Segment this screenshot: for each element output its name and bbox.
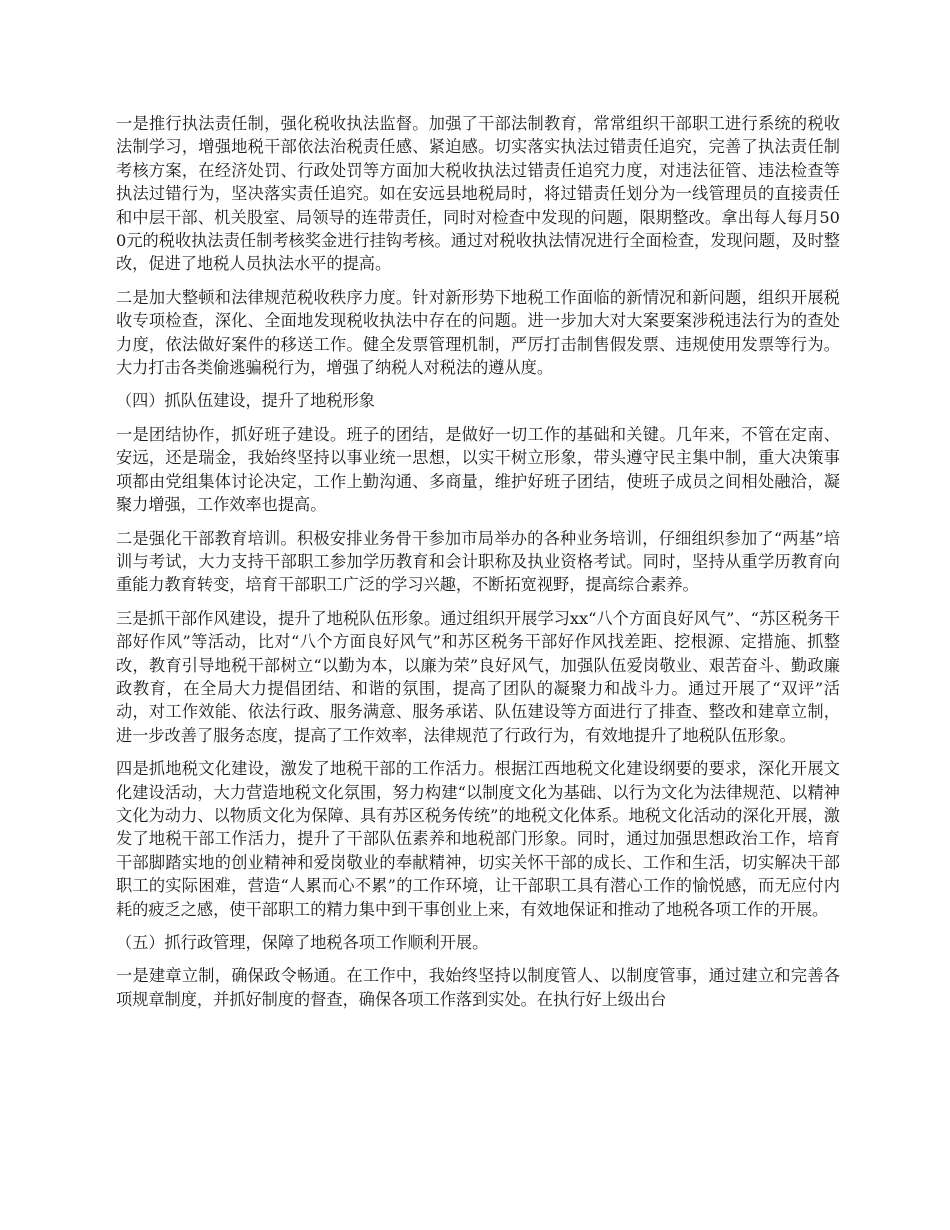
paragraph-enforcement-responsibility: 一是推行执法责任制，强化税收执法监督。加强了干部法制教育，常常组织干部职工进行系统的税收法制学习，增强地税干部依法治税责任感、紧迫感。切实落实执法过错责任追究，完善了执法责任制考核方案，在经济处罚、行政处罚等方面加大税收执法过错责任追究力度，对违法征管、违法检查等执法过错行为，坚决落实责任追究。如在安远县地税局时，将过错责任划分为一线管理员的直接责任和中层干部、机关股室、局领导的连带责任，同时对检查中发现的问题，限期整改。拿出每人每月500元的税收执法责任制考核奖金进行挂钩考核。通过对税收执法情况进行全面检查，发现问题，及时整改，促进了地税人员执法水平的提高。 [116, 114, 840, 274]
paragraph-tax-order-rectification: 二是加大整顿和法律规范税收秩序力度。针对新形势下地税工作面临的新情况和新问题，组织开展税收专项检查，深化、全面地发现税收执法中存在的问题。进一步加大对大案要案涉税违法行为的查处力度，依法做好案件的移送工作。健全发票管理机制，严厉打击制售假发票、违规使用发票等行为。大力打击各类偷逃骗税行为，增强了纳税人对税法的遵从度。 [116, 287, 840, 378]
document-body [116, 112, 840, 1021]
paragraph-tax-culture: 四是抓地税文化建设，激发了地税干部的工作活力。根据江西地税文化建设纲要的要求，深化开展文化建设活动，大力营造地税文化氛围，努力构建“以制度文化为基础、以行为文化为法律规范、以精神文化为动力、以物质文化为保障、具有苏区税务传统”的地税文化体系。地税文化活动的深化开展，激发了地税干部工作活力，提升了干部队伍素养和地税部门形象。同时，通过加强思想政治工作，培育干部脚踏实地的创业精神和爱岗敬业的奉献精神，切实关怀干部的成长、工作和生活，切实解决干部职工的实际困难，营造“人累而心不累”的工作环境，让干部职工具有潜心工作的愉悦感，而无应付内耗的疲乏之感，使干部职工的精力集中到干事创业上来，有效地保证和推动了地税各项工作的开展。 [116, 759, 840, 919]
section-heading-team-building: （四）抓队伍建设，提升了地税形象 [116, 391, 375, 411]
paragraph-work-style: 三是抓干部作风建设，提升了地税队伍形象。通过组织开展学习xx“八个方面良好风气”、“苏区税务干部好作风”等活动，比对“八个方面良好风气”和苏区税务干部好作风找差距、挖根源、定措施、抓整改，教育引导地税干部树立“以勤为本，以廉为荣”良好风气，加强队伍爱岗敬业、艰苦奋斗、勤政廉政教育，在全局大力提倡团结、和谐的氛围，提高了团队的凝聚力和战斗力。通过开展了“双评”活动，对工作效能、依法行政、服务满意、服务承诺、队伍建设等方面进行了排查、整改和建章立制，进一步改善了服务态度，提高了工作效率，法律规范了行政行为，有效地提升了地税队伍形象。 [116, 608, 840, 745]
paragraph-rules-and-regulations: 一是建章立制，确保政令畅通。在工作中，我始终坚持以制度管人、以制度管事，通过建立和完善各项规章制度，并抓好制度的督查，确保各项工作落到实处。在执行好上级出台 [116, 966, 840, 1009]
section-heading-administration: （五）抓行政管理，保障了地税各项工作顺利开展。 [116, 933, 489, 952]
paragraph-leadership-unity: 一是团结协作，抓好班子建设。班子的团结，是做好一切工作的基础和关键。几年来，不管在定南、安远，还是瑞金，我始终坚持以事业统一思想，以实干树立形象，带头遵守民主集中制，重大决策事项都由党组集体讨论决定，工作上勤沟通、多商量，维护好班子团结，使班子成员之间相处融洽，凝聚力增强，工作效率也提高。 [116, 424, 840, 515]
paragraph-cadre-training: 二是强化干部教育培训。积极安排业务骨干参加市局举办的各种业务培训，仔细组织参加了“两基”培训与考试，大力支持干部职工参加学历教育和会计职称及执业资格考试。同时，坚持从重学历教育向重能力教育转变，培育干部职工广泛的学习兴趣，不断拓宽视野，提高综合素养。 [116, 528, 840, 595]
